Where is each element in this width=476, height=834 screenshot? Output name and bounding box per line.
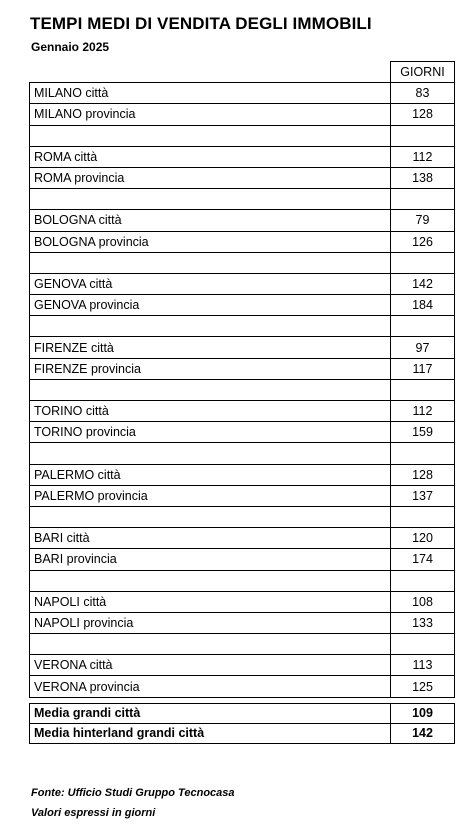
row-value: 128	[391, 104, 455, 125]
table-row	[30, 612, 455, 633]
spacer-cell	[391, 252, 455, 273]
spacer-row	[30, 316, 455, 337]
spacer-cell	[391, 634, 455, 655]
table-row	[30, 210, 455, 231]
spacer-cell	[30, 316, 391, 337]
spacer-row	[30, 189, 455, 210]
data-table	[29, 61, 455, 698]
table-row	[30, 231, 455, 252]
row-label: BARI provincia	[30, 549, 391, 570]
row-label: GENOVA città	[30, 273, 391, 294]
table-row	[30, 422, 455, 443]
row-label: BOLOGNA città	[30, 210, 391, 231]
row-label: GENOVA provincia	[30, 295, 391, 316]
spacer-cell	[391, 570, 455, 591]
table-row	[30, 528, 455, 549]
summary-table-body	[30, 704, 455, 744]
row-label: FIRENZE provincia	[30, 358, 391, 379]
table-row	[30, 295, 455, 316]
spacer-row	[30, 570, 455, 591]
row-value: 113	[391, 655, 455, 676]
row-label: PALERMO città	[30, 464, 391, 485]
table-row	[30, 273, 455, 294]
spacer-cell	[30, 189, 391, 210]
page-title: TEMPI MEDI DI VENDITA DEGLI IMMOBILI	[30, 14, 372, 33]
spacer-cell	[30, 443, 391, 464]
row-value: 159	[391, 422, 455, 443]
row-label: TORINO città	[30, 401, 391, 422]
spacer-cell	[30, 125, 391, 146]
row-value: 142	[391, 273, 455, 294]
spacer-cell	[391, 316, 455, 337]
footnotes	[31, 783, 235, 823]
row-value: 138	[391, 167, 455, 188]
row-value: 174	[391, 549, 455, 570]
spacer-row	[30, 634, 455, 655]
row-label: NAPOLI provincia	[30, 612, 391, 633]
row-value: 97	[391, 337, 455, 358]
summary-table	[29, 703, 455, 744]
row-value: 83	[391, 83, 455, 104]
spacer-row	[30, 443, 455, 464]
row-label: TORINO provincia	[30, 422, 391, 443]
table-row	[30, 146, 455, 167]
table-row	[30, 401, 455, 422]
row-value: 112	[391, 146, 455, 167]
summary-value: 109	[391, 704, 455, 724]
row-label: NAPOLI città	[30, 591, 391, 612]
spacer-cell	[391, 125, 455, 146]
row-value: 120	[391, 528, 455, 549]
row-value: 133	[391, 612, 455, 633]
spacer-cell	[30, 570, 391, 591]
spacer-cell	[30, 252, 391, 273]
row-label: ROMA provincia	[30, 167, 391, 188]
unit-note: Valori espressi in giorni	[31, 807, 156, 819]
table-row	[30, 549, 455, 570]
spacer-row	[30, 252, 455, 273]
row-value: 184	[391, 295, 455, 316]
summary-label: Media hinterland grandi città	[30, 724, 391, 744]
summary-label: Media grandi città	[30, 704, 391, 724]
header-spacer	[30, 62, 391, 83]
table-row	[30, 591, 455, 612]
summary-row	[30, 704, 455, 724]
row-label: VERONA provincia	[30, 676, 391, 697]
spacer-cell	[391, 379, 455, 400]
table-row	[30, 83, 455, 104]
source-note: Fonte: Ufficio Studi Gruppo Tecnocasa	[31, 787, 235, 799]
row-label: MILANO città	[30, 83, 391, 104]
table-row	[30, 655, 455, 676]
row-value: 126	[391, 231, 455, 252]
spacer-row	[30, 506, 455, 527]
page-subtitle: Gennaio 2025	[31, 40, 110, 54]
row-label: VERONA città	[30, 655, 391, 676]
column-header-giorni: GIORNI	[391, 62, 455, 83]
row-value: 128	[391, 464, 455, 485]
spacer-row	[30, 125, 455, 146]
table-row	[30, 104, 455, 125]
summary-value: 142	[391, 724, 455, 744]
spacer-row	[30, 379, 455, 400]
row-label: MILANO provincia	[30, 104, 391, 125]
data-table-body	[30, 62, 455, 698]
spacer-cell	[391, 443, 455, 464]
table-row	[30, 676, 455, 697]
spacer-cell	[30, 506, 391, 527]
row-label: FIRENZE città	[30, 337, 391, 358]
table-row	[30, 464, 455, 485]
spacer-cell	[30, 634, 391, 655]
spacer-cell	[391, 189, 455, 210]
spacer-cell	[391, 506, 455, 527]
row-value: 137	[391, 485, 455, 506]
table-row	[30, 485, 455, 506]
row-label: ROMA città	[30, 146, 391, 167]
row-value: 125	[391, 676, 455, 697]
summary-row	[30, 724, 455, 744]
table-row	[30, 167, 455, 188]
row-label: BOLOGNA provincia	[30, 231, 391, 252]
spacer-cell	[30, 379, 391, 400]
table-header-row	[30, 62, 455, 83]
row-value: 112	[391, 401, 455, 422]
table-row	[30, 337, 455, 358]
row-value: 117	[391, 358, 455, 379]
row-label: PALERMO provincia	[30, 485, 391, 506]
row-value: 108	[391, 591, 455, 612]
row-value: 79	[391, 210, 455, 231]
row-label: BARI città	[30, 528, 391, 549]
table-row	[30, 358, 455, 379]
